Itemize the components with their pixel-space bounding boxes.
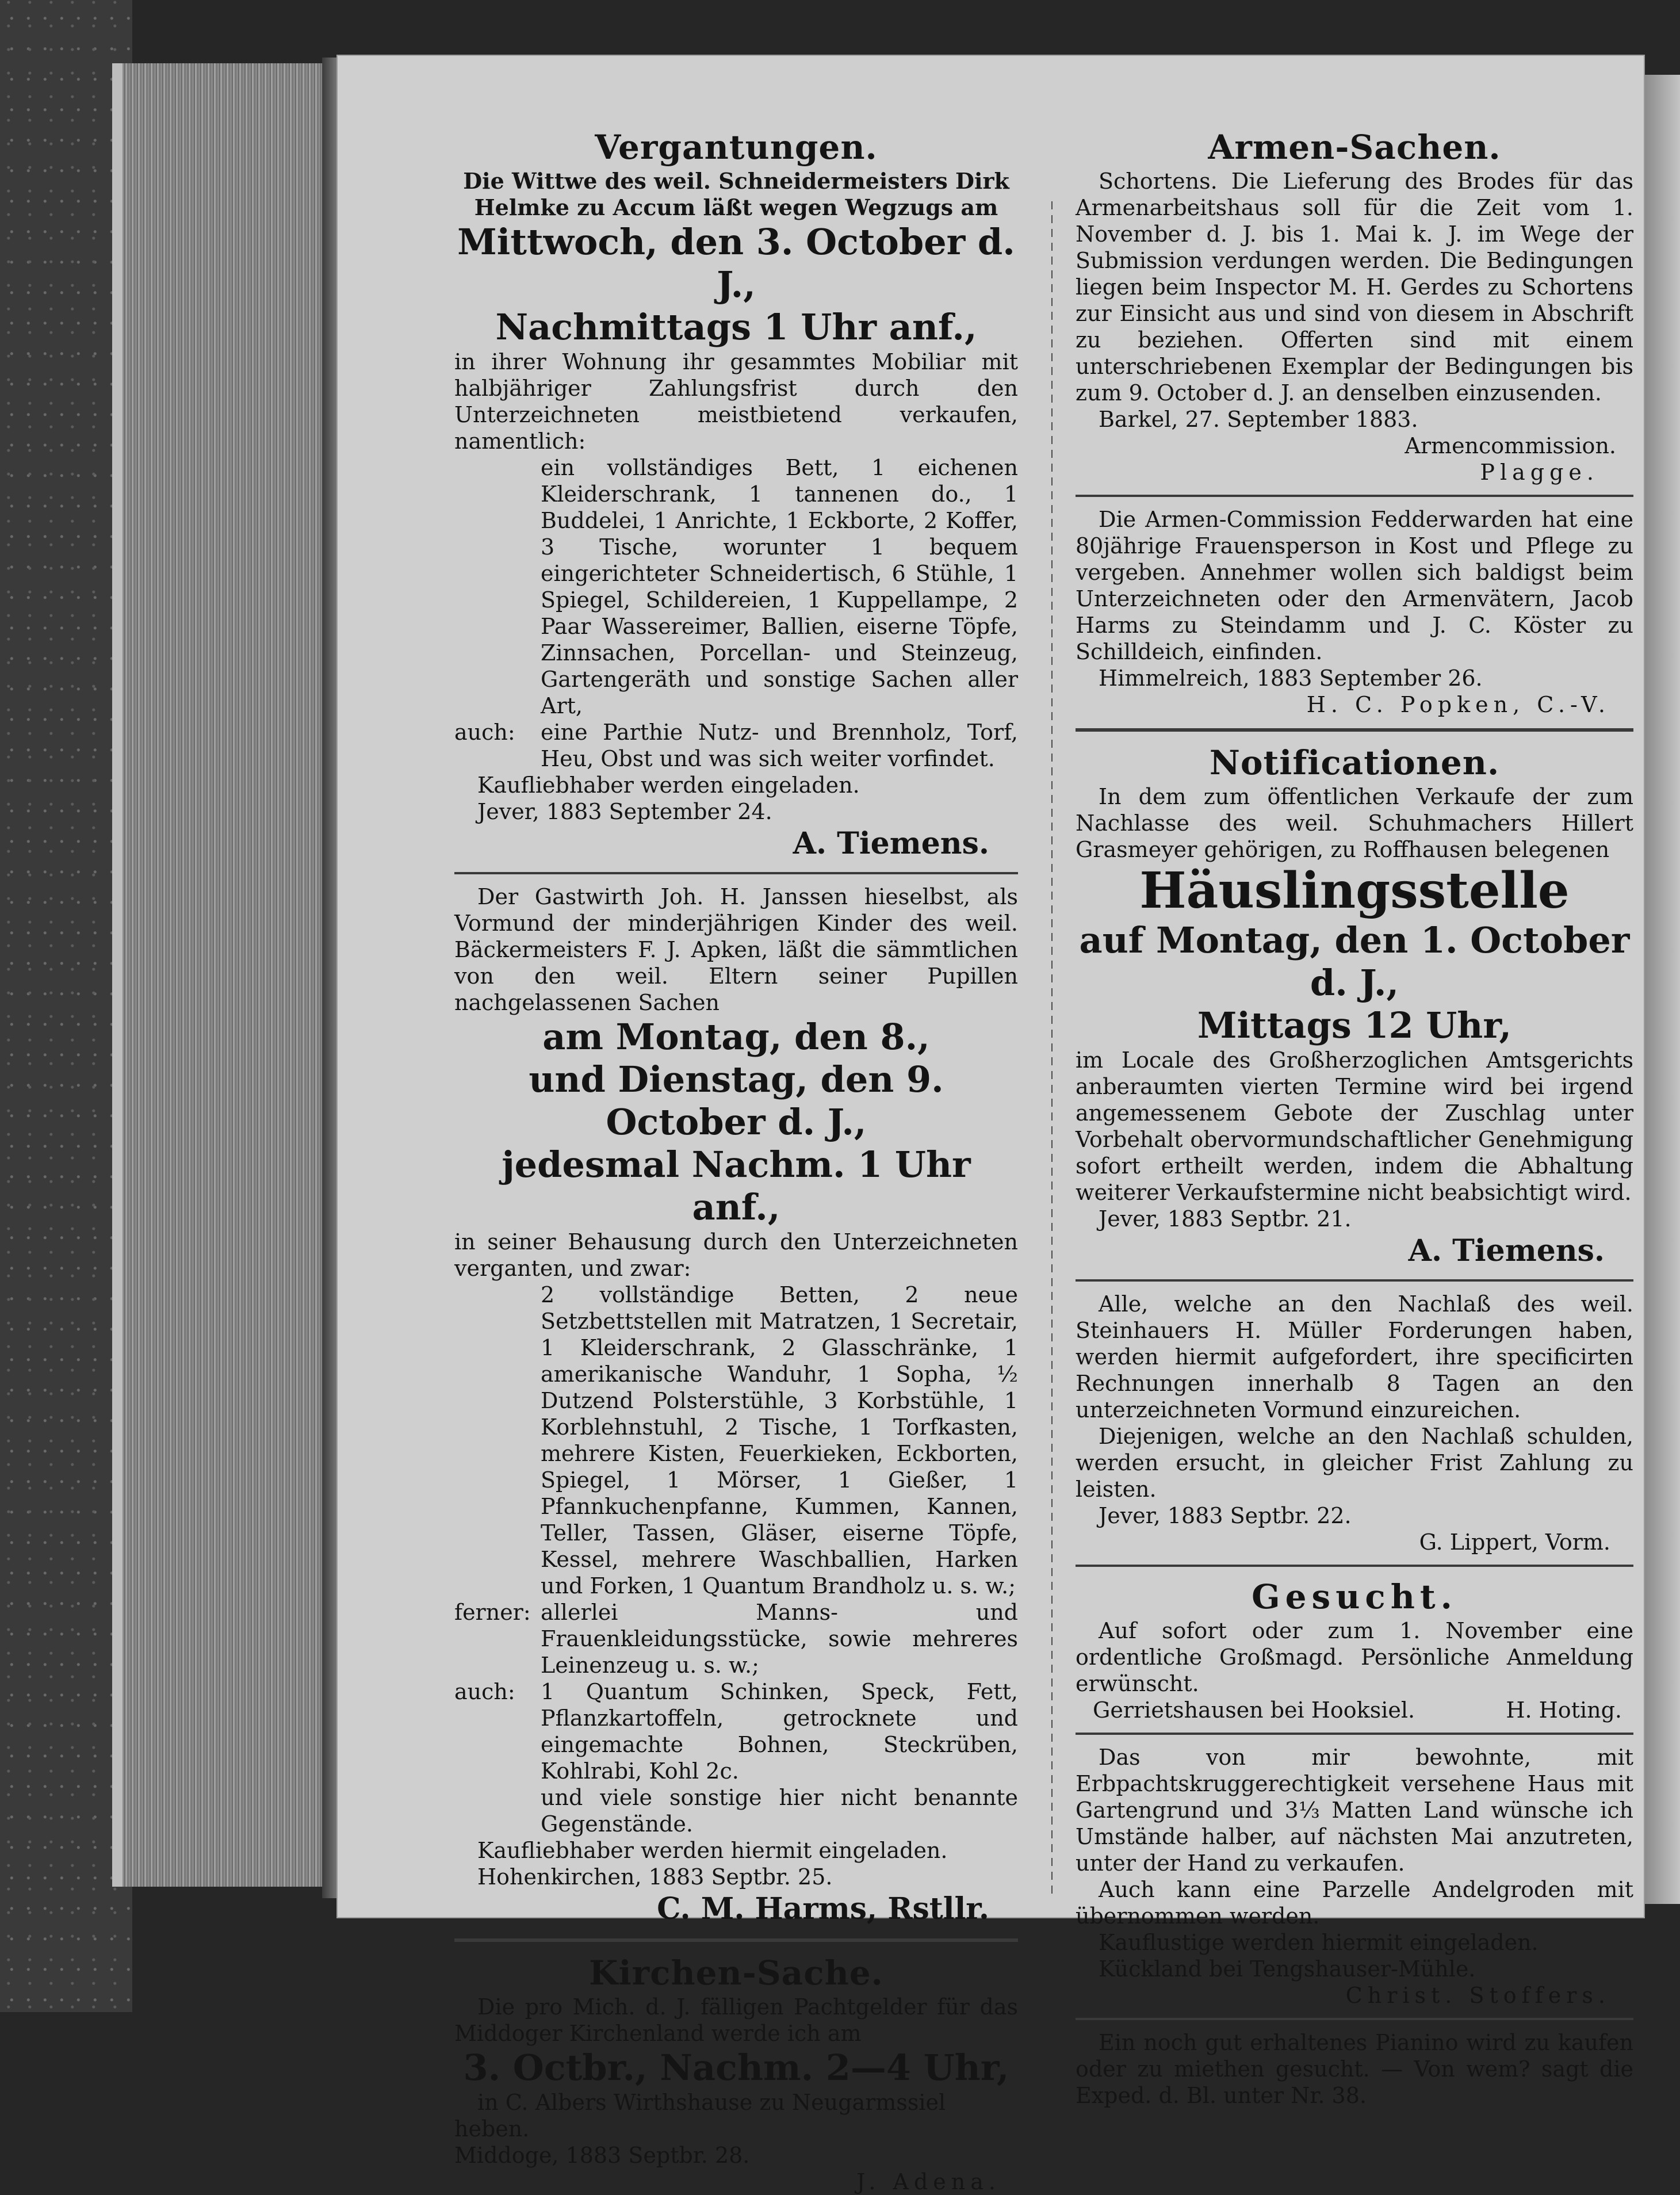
ad-place-date: Middoge, 1883 Septbr. 28.: [454, 2143, 750, 2168]
auch-text: 1 Quantum Schinken, Speck, Fett, Pflanzkartoffeln, getrocknete und eingemachte Bohnen, Steckrüben, Kohlrabi, Kohl 2c.: [541, 1679, 1018, 1784]
auch-text: eine Parthie Nutz- und Brennholz, Torf, Heu, Obst und was sich weiter vorfindet.: [541, 720, 1018, 771]
ad-body: im Locale des Großherzoglichen Amtsgerichts anberaumten vierten Termine wird bei irgend angemessenem Gebote der Zuschlag unter Vorbehalt obervormundschaftlicher Genehmigung sofort ertheilt werden, indem die Abhaltung weiterer Verkaufstermine nicht beabsichtigt wird.: [1076, 1047, 1633, 1205]
ad-body: Die Armen-Commission Fedderwarden hat eine 80jährige Frauensperson in Kost und Pflege zu vergeben. Annehmer wollen sich baldigst beim Unterzeichneten oder den Armenvätern, Jacob Harms zu Steindamm und J. C. Köster zu Schilldeich, einfinden.: [1076, 507, 1633, 664]
ad-signature: Christ. Stoffers.: [1345, 1983, 1610, 2008]
ad-extra: und viele sonstige hier nicht benannte Gegenstände.: [541, 1785, 1018, 1837]
section-heading-gesucht: Gesucht.: [1252, 1577, 1457, 1616]
ad-place-date: Jever, 1883 September 24.: [477, 799, 772, 824]
ferner-label: ferner:: [454, 1600, 531, 1625]
book-page-edges: [112, 63, 350, 1887]
ad-intro: Der Gastwirth Joh. H. Janssen hieselbst, als Vormund der minderjährigen Kinder des weil. Bäckermeisters F. J. Apken, läßt die sämmtlichen von den weil. Eltern seiner Pupillen nachgelassenen Sachen: [454, 884, 1018, 1015]
ad-body-2: Auch kann eine Parzelle Andelgroden mit übernommen werden.: [1076, 1877, 1633, 1929]
ad-intro: In dem zum öffentlichen Verkaufe der zum Nachlasse des weil. Schuhmachers Hillert Grasmeyer gehörigen, zu Roffhausen belegenen: [1076, 784, 1633, 862]
section-separator: [454, 1938, 1018, 1942]
ad-fedderwarden-care: [1076, 506, 1633, 718]
ad-invite: Kaufliebhaber werden eingeladen.: [477, 773, 860, 798]
section-heading-notificationen: Notificationen.: [1209, 743, 1500, 782]
ad-time-line: Nachmittags 1 Uhr anf.,: [495, 306, 977, 348]
ferner-text: allerlei Manns- und Frauenkleidungsstücke, sowie mehreres Leinenzeug u. s. w.;: [541, 1600, 1018, 1678]
ad-place-date: Jever, 1883 Septbr. 22.: [1099, 1503, 1352, 1528]
ad-body-1: Das von mir bewohnte, mit Erbpachtskruggerechtigkeit versehene Haus mit Gartengrund und 3⅓ Matten Land wünsche ich Umstände halber, auf nächsten Mai anzutreten, unter der Hand zu verkaufen.: [1076, 1745, 1633, 1876]
ad-title: Häuslingsstelle: [1139, 862, 1570, 920]
column-divider: [1051, 201, 1053, 1898]
ad-body: in ihrer Wohnung ihr gesammtes Mobiliar mit halbjähriger Zahlungsfrist durch den Unterzeichneten meistbietend verkaufen, namentlich:: [454, 349, 1018, 454]
section-heading-kirchen: Kirchen-Sache.: [589, 1953, 883, 1993]
ad-place-date: Himmelreich, 1883 September 26.: [1099, 666, 1483, 691]
auch-label: auch:: [454, 720, 515, 745]
right-column: [1076, 127, 1633, 2109]
ad-date-line-2: und Dienstag, den 9. October d. J.,: [529, 1058, 944, 1143]
ad-body-1: Alle, welche an den Nachlaß des weil. Steinhauers H. Müller Forderungen haben, werden hiermit aufgefordert, ihre specificirten Rechnungen innerhalb 8 Tagen an den unterzeichneten Vormund einzureichen.: [1076, 1291, 1633, 1422]
ad-signature: Plagge.: [1480, 460, 1599, 485]
ad-signature: C. M. Harms, Rstllr.: [657, 1891, 989, 1926]
ad-footer-row: [1076, 1697, 1633, 1723]
ad-body: in seiner Behausung durch den Unterzeichneten verganten, und zwar:: [454, 1229, 1018, 1281]
ad-signature: J. Adena.: [856, 2169, 1001, 2194]
ad-signature: H. C. Popken, C.-V.: [1306, 692, 1610, 717]
ad-body: Ein noch gut erhaltenes Pianino wird zu kaufen oder zu miethen gesucht. — Von wem? sagt die Exped. d. Bl. unter Nr. 38.: [1076, 2030, 1633, 2108]
ad-helmke-auction: [454, 168, 1018, 863]
ad-place: Gerrietshausen bei Hooksiel.: [1093, 1697, 1415, 1723]
ad-separator: [1076, 495, 1633, 497]
ad-date-line-1: am Montag, den 8.,: [542, 1016, 930, 1058]
ad-signature: G. Lippert, Vorm.: [1419, 1529, 1610, 1555]
auch-label: auch:: [454, 1679, 515, 1704]
ad-place-date: Barkel, 27. September 1883.: [1099, 407, 1418, 432]
ad-body-2: Diejenigen, welche an den Nachlaß schulden, werden ersucht, in gleicher Frist Zahlung zu leisten.: [1076, 1424, 1633, 1502]
ad-janssen-auction: [454, 884, 1018, 1928]
next-page-edge: [1645, 75, 1680, 1904]
ad-invite: Kaufliebhaber werden hiermit eingeladen.: [477, 1838, 948, 1863]
section-separator: [1076, 728, 1633, 732]
ad-body: in C. Albers Wirthshause zu Neugarmssiel heben.: [454, 2090, 946, 2142]
ad-items: 2 vollständige Betten, 2 neue Setzbettstellen mit Matratzen, 1 Secretair, 1 Kleiderschrank, 2 Glasschränke, 1 amerikanische Wanduhr, 1 Sopha, ½ Dutzend Polsterstühle, 3 Korbstühle, 1 Korblehnstuhl, 2 Tische, 1 Torfkasten, mehrere Kisten, Feuerkieken, Eckborten, Spiegel, 1 Mörser, 1 Gießer, 1 Pfannkuchenpfanne, Kummen, Kannen, Teller, Tassen, Gläser, eiserne Töpfe, Kessel, mehrere Waschballien, Harken und Forken, 1 Quantum Brandholz u. s. w.;: [541, 1282, 1018, 1599]
left-column: [454, 127, 1018, 2195]
ad-place-date: Jever, 1883 Septbr. 21.: [1099, 1206, 1352, 1232]
ad-invite: Kauflustige werden hiermit eingeladen.: [1099, 1930, 1539, 1955]
section-heading-vergantungen: Vergantungen.: [595, 128, 878, 167]
ad-stoffers-house: [1076, 1744, 1633, 2009]
ad-intro: Die pro Mich. d. J. fälligen Pachtgelder für das Middoger Kirchenland werde ich am: [454, 1994, 1018, 2046]
ad-time-line: Mittags 12 Uhr,: [1197, 1004, 1512, 1046]
ad-grossmagd: [1076, 1617, 1633, 1723]
ad-date-line: 3. Octbr., Nachm. 2—4 Uhr,: [463, 2047, 1009, 2089]
ad-intro: Die Wittwe des weil. Schneidermeisters Dirk Helmke zu Accum läßt wegen Wegzugs am: [463, 168, 1009, 220]
ad-place-date: Hohenkirchen, 1883 Septbr. 25.: [477, 1864, 833, 1890]
ad-date-line: Mittwoch, den 3. October d. J.,: [457, 221, 1015, 305]
ad-auch-row: [454, 1678, 1018, 1784]
ad-items: ein vollständiges Bett, 1 eichenen Kleiderschrank, 1 tannenen do., 1 Buddelei, 1 Anrichte, 1 Eckborte, 2 Koffer, 3 Tische, worunter 1 bequem eingerichteter Schneidertisch, 6 Stühle, 1 Spiegel, Schildereien, 1 Kuppellampe, 2 Paar Wassereimer, Ballien, eiserne Töpfe, Zinnsachen, Porcellan- und Steinzeug, Gartengeräth und sonstige Sachen aller Art,: [541, 455, 1018, 718]
ad-time-line: jedesmal Nachm. 1 Uhr anf.,: [502, 1144, 971, 1228]
ad-middoge-church: [454, 1994, 1018, 2195]
ad-auch-row: [454, 719, 1018, 772]
ad-pianino: [1076, 2029, 1633, 2109]
ad-grasmeyer-sale: [1076, 783, 1633, 1270]
ad-place: Kückland bei Tengshauser-Mühle.: [1099, 1956, 1476, 1982]
ad-mueller-estate: [1076, 1291, 1633, 1555]
ad-separator: [454, 872, 1018, 874]
ad-body: Auf sofort oder zum 1. November eine ordentliche Großmagd. Persönliche Anmeldung erwünscht.: [1076, 1618, 1633, 1696]
ad-signature: H. Hoting.: [1506, 1697, 1622, 1723]
ad-organization: Armencommission.: [1405, 433, 1616, 458]
ad-body: Schortens. Die Lieferung des Brodes für das Armenarbeitshaus soll für die Zeit vom 1. November d. J. bis 1. Mai k. J. im Wege der Submission verdungen werden. Die Bedingungen liegen beim Inspector M. H. Gerdes zu Schortens zur Einsicht aus und sind von diesem in Abschrift zu beziehen. Offerten sind mit einem unterschriebenen Exemplar der Bedingungen bis zum 9. October d. J. an denselben einzusenden.: [1076, 169, 1633, 406]
ad-separator: [1076, 1279, 1633, 1282]
ad-separator: [1076, 1733, 1633, 1735]
section-heading-armen: Armen-Sachen.: [1208, 128, 1501, 167]
ad-ferner-row: [454, 1599, 1018, 1678]
ad-signature: A. Tiemens.: [1408, 1233, 1605, 1268]
ad-schortens-bread: [1076, 168, 1633, 485]
ad-signature: A. Tiemens.: [793, 826, 989, 861]
ad-date-line: auf Montag, den 1. October d. J.,: [1079, 919, 1630, 1004]
ad-separator: [1076, 1565, 1633, 1567]
ad-separator: [1076, 2018, 1633, 2020]
